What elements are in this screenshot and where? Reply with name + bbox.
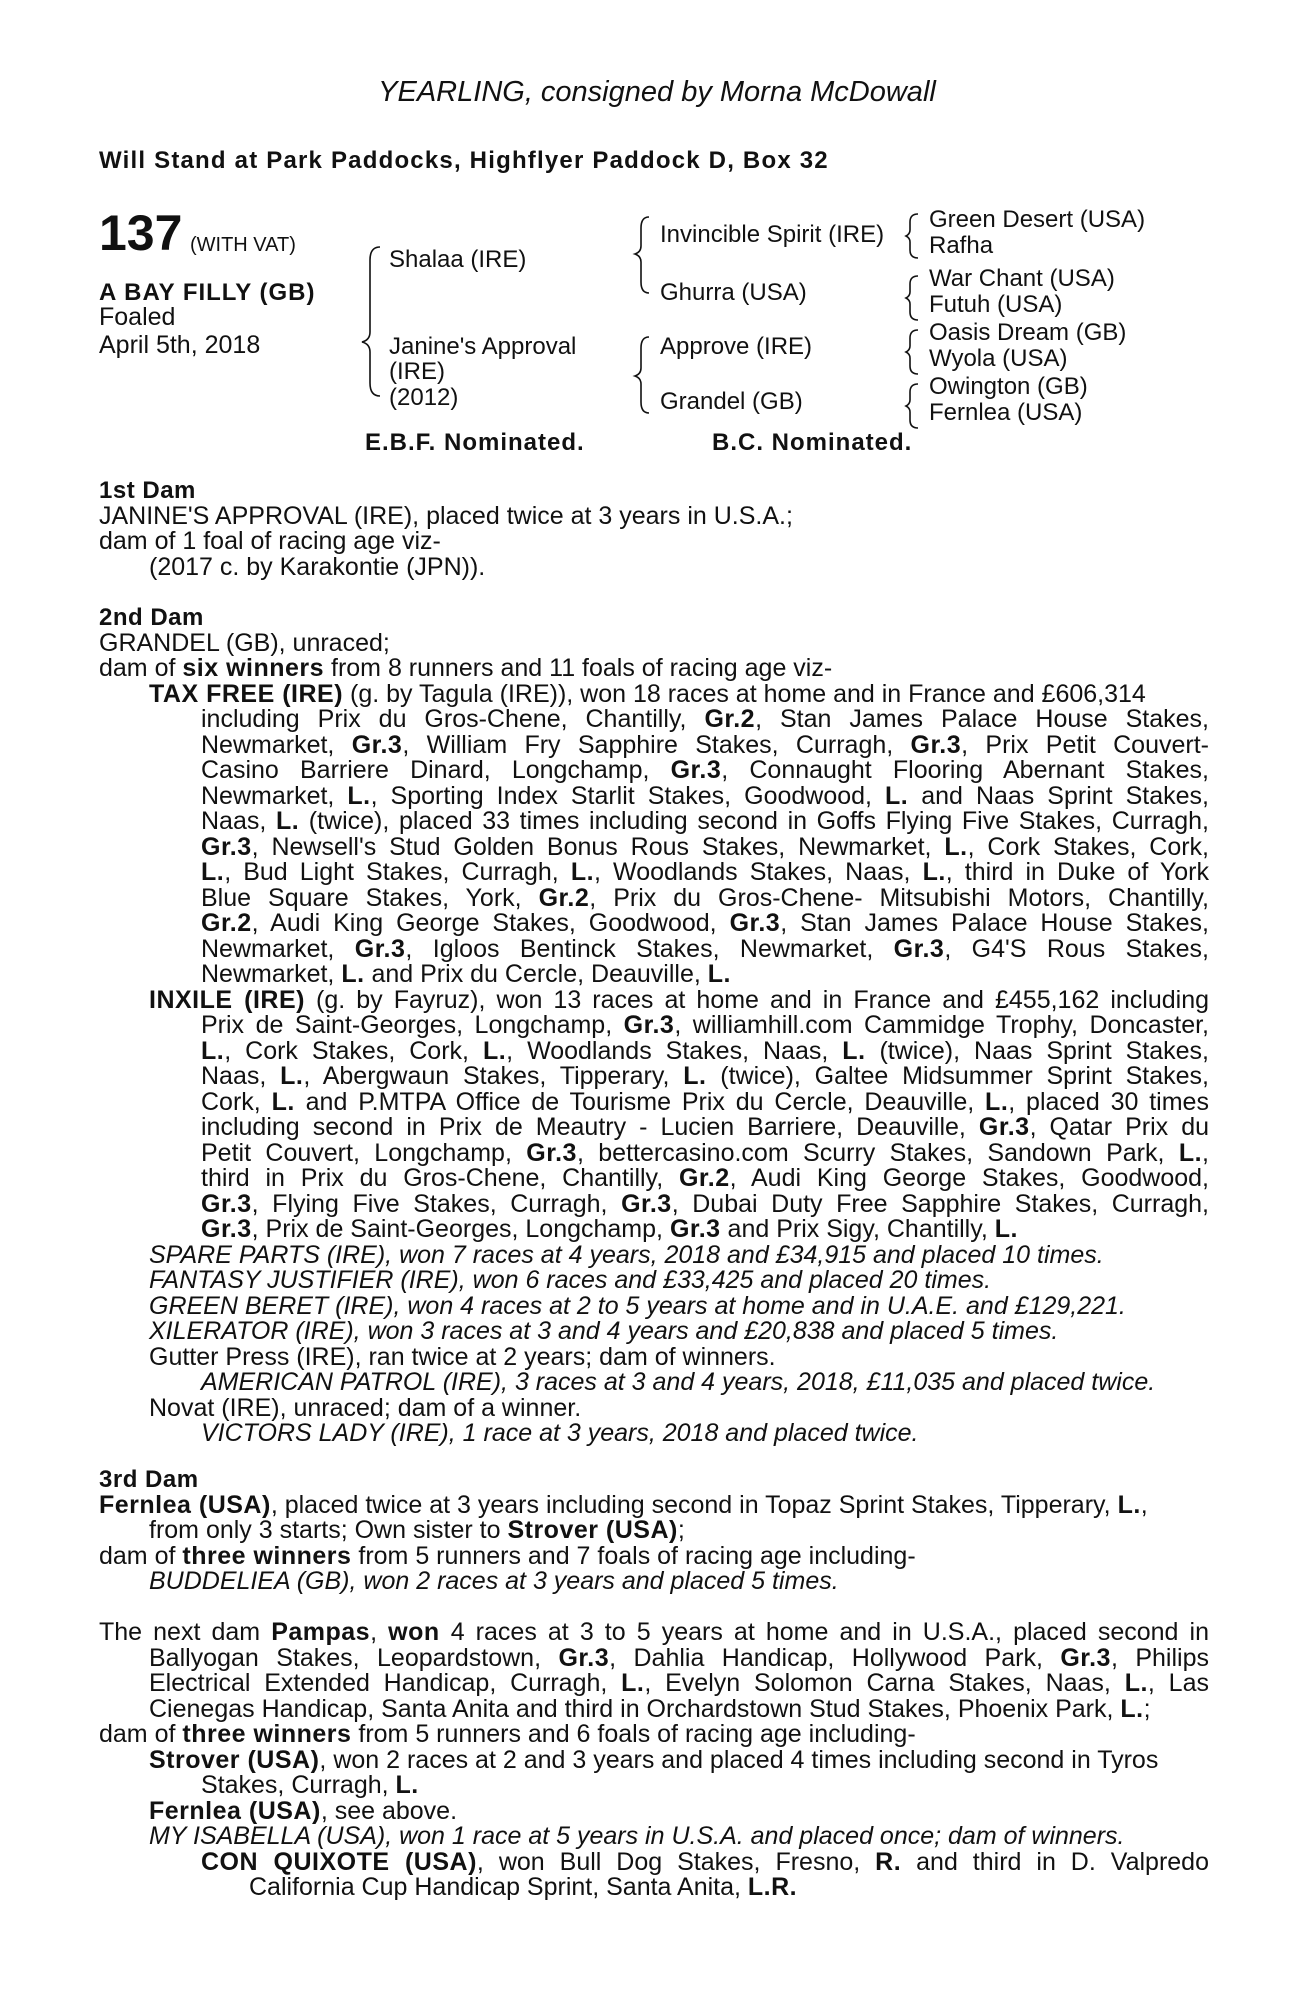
second-dam-section bbox=[99, 605, 1209, 1447]
first-dam-heading: 1st Dam bbox=[99, 477, 196, 504]
progeny-fernlea: Fernlea (USA), see above. bbox=[149, 1796, 458, 1825]
sire-sire: Invincible Spirit (IRE) bbox=[660, 221, 885, 248]
lot-number: 137 bbox=[99, 205, 183, 261]
progeny-novat: Novat (IRE), unraced; dam of a winner. bbox=[149, 1393, 582, 1422]
first-dam-line: JANINE'S APPROVAL (IRE), placed twice at 3 years in U.S.A.; bbox=[99, 501, 793, 530]
gen3-8: Fernlea (USA) bbox=[929, 399, 1083, 426]
gen3-1: Green Desert (USA) bbox=[929, 206, 1146, 233]
progeny-fantasy-justifier: FANTASY JUSTIFIER (IRE), won 6 races and £33,425 and placed 20 times. bbox=[149, 1266, 992, 1294]
first-dam-section bbox=[99, 478, 1209, 580]
dam-name-line2: (IRE) bbox=[389, 358, 445, 385]
page-title: YEARLING, consigned by Morna McDowall bbox=[378, 76, 936, 108]
dam-sire: Approve (IRE) bbox=[660, 333, 813, 360]
gen3-3: War Chant (USA) bbox=[929, 265, 1115, 292]
progeny-tax-free: TAX FREE (IRE) (g. by Tagula (IRE)), won 18 races at home and in France and £606,314 including Prix du Gros-Chene, Chantilly, Gr.2, Stan James Palace House Stakes, Newmarket, Gr.3, William Fry Sapphire Stakes, Curragh, Gr.3, Prix Petit Couvert- Casino Barriere Dinard, Longchamp, Gr.3, Connaught Flooring Abernant Stakes, Newmarket, L., Sporting Index Starlit Stakes, Goodwood, L. and Naas Sprint Stakes, Naas, L. (twice), placed 33 times including second in Goffs Flying Five Stakes, Curragh, Gr.3, Newsell's Stud Golden Bonus Rous Stakes, Newmarket, L., Cork Stakes, Cork, L., Bud Light Stakes, Curragh, L., Woodlands Stakes, Naas, L., third in Duke of York Blue Square Stakes, York, Gr.2, Prix du Gros-Chene- Mitsubishi Motors, Chantilly, Gr.2, Audi King George Stakes, Goodwood, Gr.3, Stan James Palace House Stakes, Newmarket, Gr.3, Igloos Bentinck Stakes, Newmarket, Gr.3, G4'S Rous Stakes, Newmarket, L. and Prix du Cercle, Deauville, L. bbox=[149, 679, 1210, 988]
progeny-strover: Strover (USA), won 2 races at 2 and 3 years and placed 4 times including second in Tyros bbox=[149, 1745, 1159, 1774]
second-dam-summary: dam of six winners from 8 runners and 11 foals of racing age viz- bbox=[99, 654, 833, 682]
sire-dam: Ghurra (USA) bbox=[660, 279, 807, 306]
bc-nominated: B.C. Nominated. bbox=[712, 429, 913, 456]
stand-location: Will Stand at Park Paddocks, Highflyer Paddock D, Box 32 bbox=[99, 147, 829, 174]
second-dam-line: GRANDEL (GB), unraced; bbox=[99, 628, 390, 657]
next-dam-section: The next dam Pampas, won 4 races at 3 to 5 years at home and in U.S.A., placed second in Ballyogan Stakes, Leopardstown, Gr.3, Dahlia Handicap, Hollywood Park, Gr.3, Philips Electrical Extended Handicap, Curragh, L., Evelyn Solomon Carna Stakes, Naas, L., Las Cienegas Handicap, Santa Anita and third in Orchardstown Stud Stakes, Phoenix Park, L.; dam of three winners from 5 runners and 6 foals of racing age including- Strover (USA), won 2 races at 2 and 3 years and placed 4 times including second in Tyros Stakes, Curragh, L. Fernlea (USA), see above. MY ISABELLA (USA), won 1 race at 5 years in U.S.A. and placed once; dam of winners. CON QUIXOTE (USA), won Bull Dog Stakes, Fresno, R. and third in D. Valpredo California Cup Handicap Sprint, Santa Anita, L.R. bbox=[99, 1618, 1209, 1901]
progeny-green-beret: GREEN BERET (IRE), won 4 races at 2 to 5 years at home and in U.A.E. and £129,221. bbox=[149, 1291, 1126, 1320]
progeny-spare-parts: SPARE PARTS (IRE), won 7 races at 4 years, 2018 and £34,915 and placed 10 times. bbox=[149, 1240, 1104, 1269]
foaled-label: Foaled bbox=[99, 303, 176, 331]
lot-description: A BAY FILLY (GB) bbox=[99, 279, 316, 306]
sire-name: Shalaa (IRE) bbox=[389, 246, 527, 273]
gen3-7: Owington (GB) bbox=[929, 373, 1088, 400]
first-dam-foal: (2017 c. by Karakontie (JPN)). bbox=[149, 552, 486, 581]
first-dam-line: dam of 1 foal of racing age viz- bbox=[99, 527, 441, 555]
progeny-gutter-press: Gutter Press (IRE), ran twice at 2 years; dam of winners. bbox=[149, 1342, 776, 1371]
gen3-2: Rafha bbox=[929, 232, 994, 259]
third-dam-section: 3rd Dam Fernlea (USA), placed twice at 3 years including second in Topaz Sprint Stakes, Tipperary, L., from only 3 starts; Own sister to Strover (USA); dam of three winners from 5 runners and 7 foals of racing age including- BUDDELIEA (GB), won 2 races at 3 years and placed 5 times. bbox=[99, 1467, 1209, 1595]
dam-dam: Grandel (GB) bbox=[660, 388, 803, 415]
dam-name-line1: Janine's Approval bbox=[389, 333, 577, 360]
progeny-inxile: INXILE (IRE) (g. by Fayruz), won 13 races at home and in France and £455,162 including Prix de Saint-Georges, Longchamp, Gr.3, williamhill.com Cammidge Trophy, Doncaster, L., Cork Stakes, Cork, L., Woodlands Stakes, Naas, L. (twice), Naas Sprint Stakes, Naas, L., Abergwaun Stakes, Tipperary, L. (twice), Galtee Midsummer Sprint Stakes, Cork, L. and P.MTPA Office de Tourisme Prix du Cercle, Deauville, L., placed 30 times including second in Prix de Meautry - Lucien Barriere, Deauville, Gr.3, Qatar Prix du Petit Couvert, Longchamp, Gr.3, bettercasino.com Scurry Stakes, Sandown Park, L., third in Prix du Gros-Chene, Chantilly, Gr.2, Audi King George Stakes, Goodwood, Gr.3, Flying Five Stakes, Curragh, Gr.3, Dubai Duty Free Sapphire Stakes, Curragh, Gr.3, Prix de Saint-Georges, Longchamp, Gr.3 and Prix Sigy, Chantilly, L. bbox=[149, 985, 1210, 1243]
progeny-american-patrol: AMERICAN PATROL (IRE), 3 races at 3 and 4 years, 2018, £11,035 and placed twice. bbox=[201, 1368, 1156, 1396]
third-dam-heading: 3rd Dam bbox=[99, 1466, 199, 1493]
gen3-5: Oasis Dream (GB) bbox=[929, 319, 1127, 346]
progeny-my-isabella: MY ISABELLA (USA), won 1 race at 5 years in U.S.A. and placed once; dam of winners. bbox=[149, 1822, 1125, 1850]
progeny-con-quixote: CON QUIXOTE (USA), won Bull Dog Stakes, Fresno, R. and third in D. Valpredo bbox=[201, 1847, 1209, 1876]
vat-note: (WITH VAT) bbox=[190, 234, 296, 256]
progeny-buddeliea: BUDDELIEA (GB), won 2 races at 3 years and placed 5 times. bbox=[149, 1567, 839, 1595]
dam-foal-year: (2012) bbox=[389, 384, 459, 411]
gen3-4: Futuh (USA) bbox=[929, 291, 1063, 318]
foaled-date: April 5th, 2018 bbox=[99, 331, 261, 359]
ebf-nominated: E.B.F. Nominated. bbox=[365, 429, 585, 456]
progeny-xilerator: XILERATOR (IRE), won 3 races at 3 and 4 years and £20,838 and placed 5 times. bbox=[149, 1317, 1059, 1345]
gen3-6: Wyola (USA) bbox=[929, 345, 1068, 372]
progeny-victors-lady: VICTORS LADY (IRE), 1 race at 3 years, 2018 and placed twice. bbox=[201, 1419, 919, 1447]
second-dam-heading: 2nd Dam bbox=[99, 604, 204, 631]
